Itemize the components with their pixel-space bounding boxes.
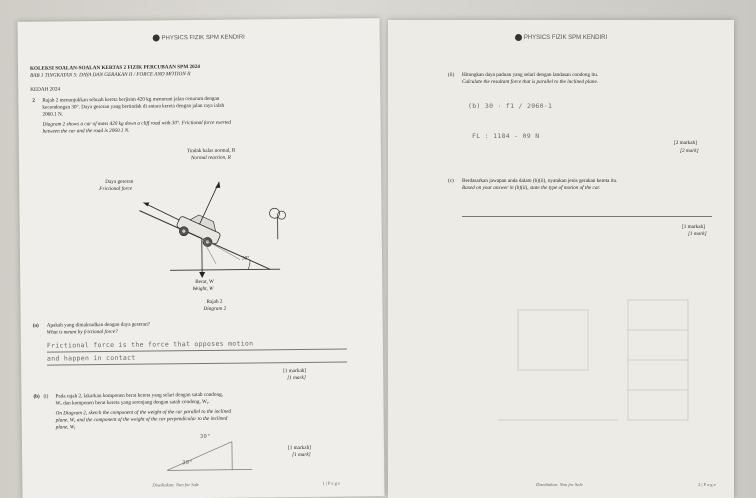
left-page — [18, 18, 385, 498]
car-drawing — [174, 208, 225, 249]
part-c-question-en: Based on your answer in (b)(ii), state the type of motion of the car. — [462, 185, 601, 191]
part-b-question-en-1: On Diagram 2, sketch the component of the weight of the car parallel to the inclined — [55, 408, 232, 417]
left-footer-note: Disediakan: Nan for Sale — [152, 482, 200, 488]
incline-diagram — [129, 159, 290, 281]
part-a-marks-ms: [1 markah] — [283, 367, 307, 375]
part-b-question-en-2: plane, Wₓ and the component of the weight of the car perpendicular to the inclined — [55, 415, 228, 424]
friction-label-en: Frictional force — [99, 185, 133, 193]
component-sketch — [162, 429, 263, 480]
part-b-ii-marks-ms: [2 markah] — [674, 140, 697, 146]
collection-title: KOLEKSI SOALAN-SOALAN KERTAS 2 FIZIK PERCUBAAN SPM 2024 — [29, 64, 200, 72]
part-b-marks-ms: [1 markah] — [287, 444, 311, 452]
question-text-en-1: Diagram 2 shows a car of mass 420 kg down a cliff road with 30°. Frictional force exerted — [42, 119, 232, 128]
part-b-marks-en: [1 mark] — [292, 451, 311, 459]
diagram-caption-en: Diagram 2 — [203, 305, 227, 312]
working-line-1: (b) 30 · f1 / 2060·1 — [468, 102, 553, 110]
question-text-en-2: between the car and the road is 2060.1 N. — [42, 127, 130, 135]
part-a-label: (a) — [32, 322, 39, 329]
friction-arrow — [143, 202, 179, 220]
part-b-ii-label: (ii) — [448, 72, 455, 78]
chapter-title: BAB 1 TINGKATAN 5: DAYA DAN GERAKAN II / FORCE AND MOTION II — [30, 71, 191, 79]
header-text: PHYSICS FIZIK SPM KENDIRI — [161, 34, 245, 42]
right-page-number: 2 | P a g e — [698, 482, 716, 487]
normal-reaction-label-en: Normal reaction, R — [190, 154, 231, 162]
exam-code: KEDAH 2024 — [30, 86, 61, 93]
part-b-question-ms-2: Wₓ dan komponen berat kereta yang serenjang dengan satah condong, Wᵧ. — [55, 398, 210, 407]
weight-label-en: Weight, W — [192, 285, 214, 293]
part-a-answer-line-2: and happen in contact — [46, 353, 136, 363]
diagram-caption-ms: Rajah 2 — [206, 298, 223, 305]
weight-label-ms: Berat, W — [195, 278, 214, 286]
header-text: PHYSICS FIZIK SPM KENDIRI — [523, 35, 608, 42]
part-b-question-en-3: plane, Wᵧ — [55, 424, 76, 431]
part-b-ii-marks-en: [2 mark] — [680, 148, 699, 154]
question-number: 2 — [32, 97, 35, 104]
left-page-number: 1 | P a g e — [322, 480, 341, 486]
part-b-question-ms-1: Pada rajah 2, lakarkan komponen berat kereta yang selari dengan satah condong, — [55, 391, 223, 400]
question-text-ms-3: 2060.1 N. — [42, 111, 64, 118]
right-page-header — [388, 34, 734, 41]
part-a-marks-en: [1 mark] — [287, 374, 306, 382]
part-b-sub-label: (i) — [43, 393, 49, 400]
right-page — [388, 20, 734, 498]
part-b-ii-question-ms: Hitungkan daya paduan yang selari dengan landasan condong itu. — [462, 72, 599, 78]
logo-icon — [515, 34, 522, 41]
answer-line — [462, 216, 712, 217]
part-b-label: (b) — [33, 393, 40, 400]
sketch-label-bottom: 30° — [182, 460, 194, 467]
show-through-ghost — [498, 270, 718, 470]
left-page-header — [18, 32, 380, 43]
working-line-2: FL : 1184 - 09 N — [472, 132, 540, 140]
normal-reaction-label-ms: Tindak balas normal, R — [186, 147, 236, 155]
tree-drawing — [269, 208, 285, 239]
question-text-ms-2: kecondongan 30°. Daya geseran yang bertindak di antara kereta dengan jalan raya ialah — [42, 102, 225, 111]
logo-icon — [152, 34, 159, 41]
right-footer-note: Disediakan: Nan for Sale — [536, 482, 583, 487]
friction-label-ms: Daya geseran — [105, 178, 134, 185]
sketch-label-top: 30° — [199, 433, 211, 441]
part-b-ii-question-en: Calculate the resultant force that is parallel to the inclined plane. — [462, 79, 599, 85]
part-a-answer-line-1: Frictional force is the force that opposes motion — [46, 339, 254, 350]
question-text-ms-1: Rajah 2 menunjukkan sebuah kereta berjisim 420 kg menuruni jalan cenuram dengan — [42, 95, 220, 104]
part-c-marks-en: [1 mark] — [688, 231, 707, 237]
part-c-question-ms: Berdasarkan jawapan anda dalam (b)(ii), nyatakan jenis gerakan kereta itu. — [462, 178, 618, 184]
part-c-marks-ms: [1 markah] — [682, 224, 705, 230]
part-a-question-en: What is meant by frictional force? — [46, 328, 118, 336]
normal-arrow — [199, 182, 219, 224]
part-c-label: (c) — [448, 178, 454, 184]
angle-label: 30° — [241, 255, 250, 262]
ground-line — [170, 269, 280, 270]
part-a-question-ms: Apakah yang dimaksudkan dengan daya geseran? — [46, 321, 150, 329]
